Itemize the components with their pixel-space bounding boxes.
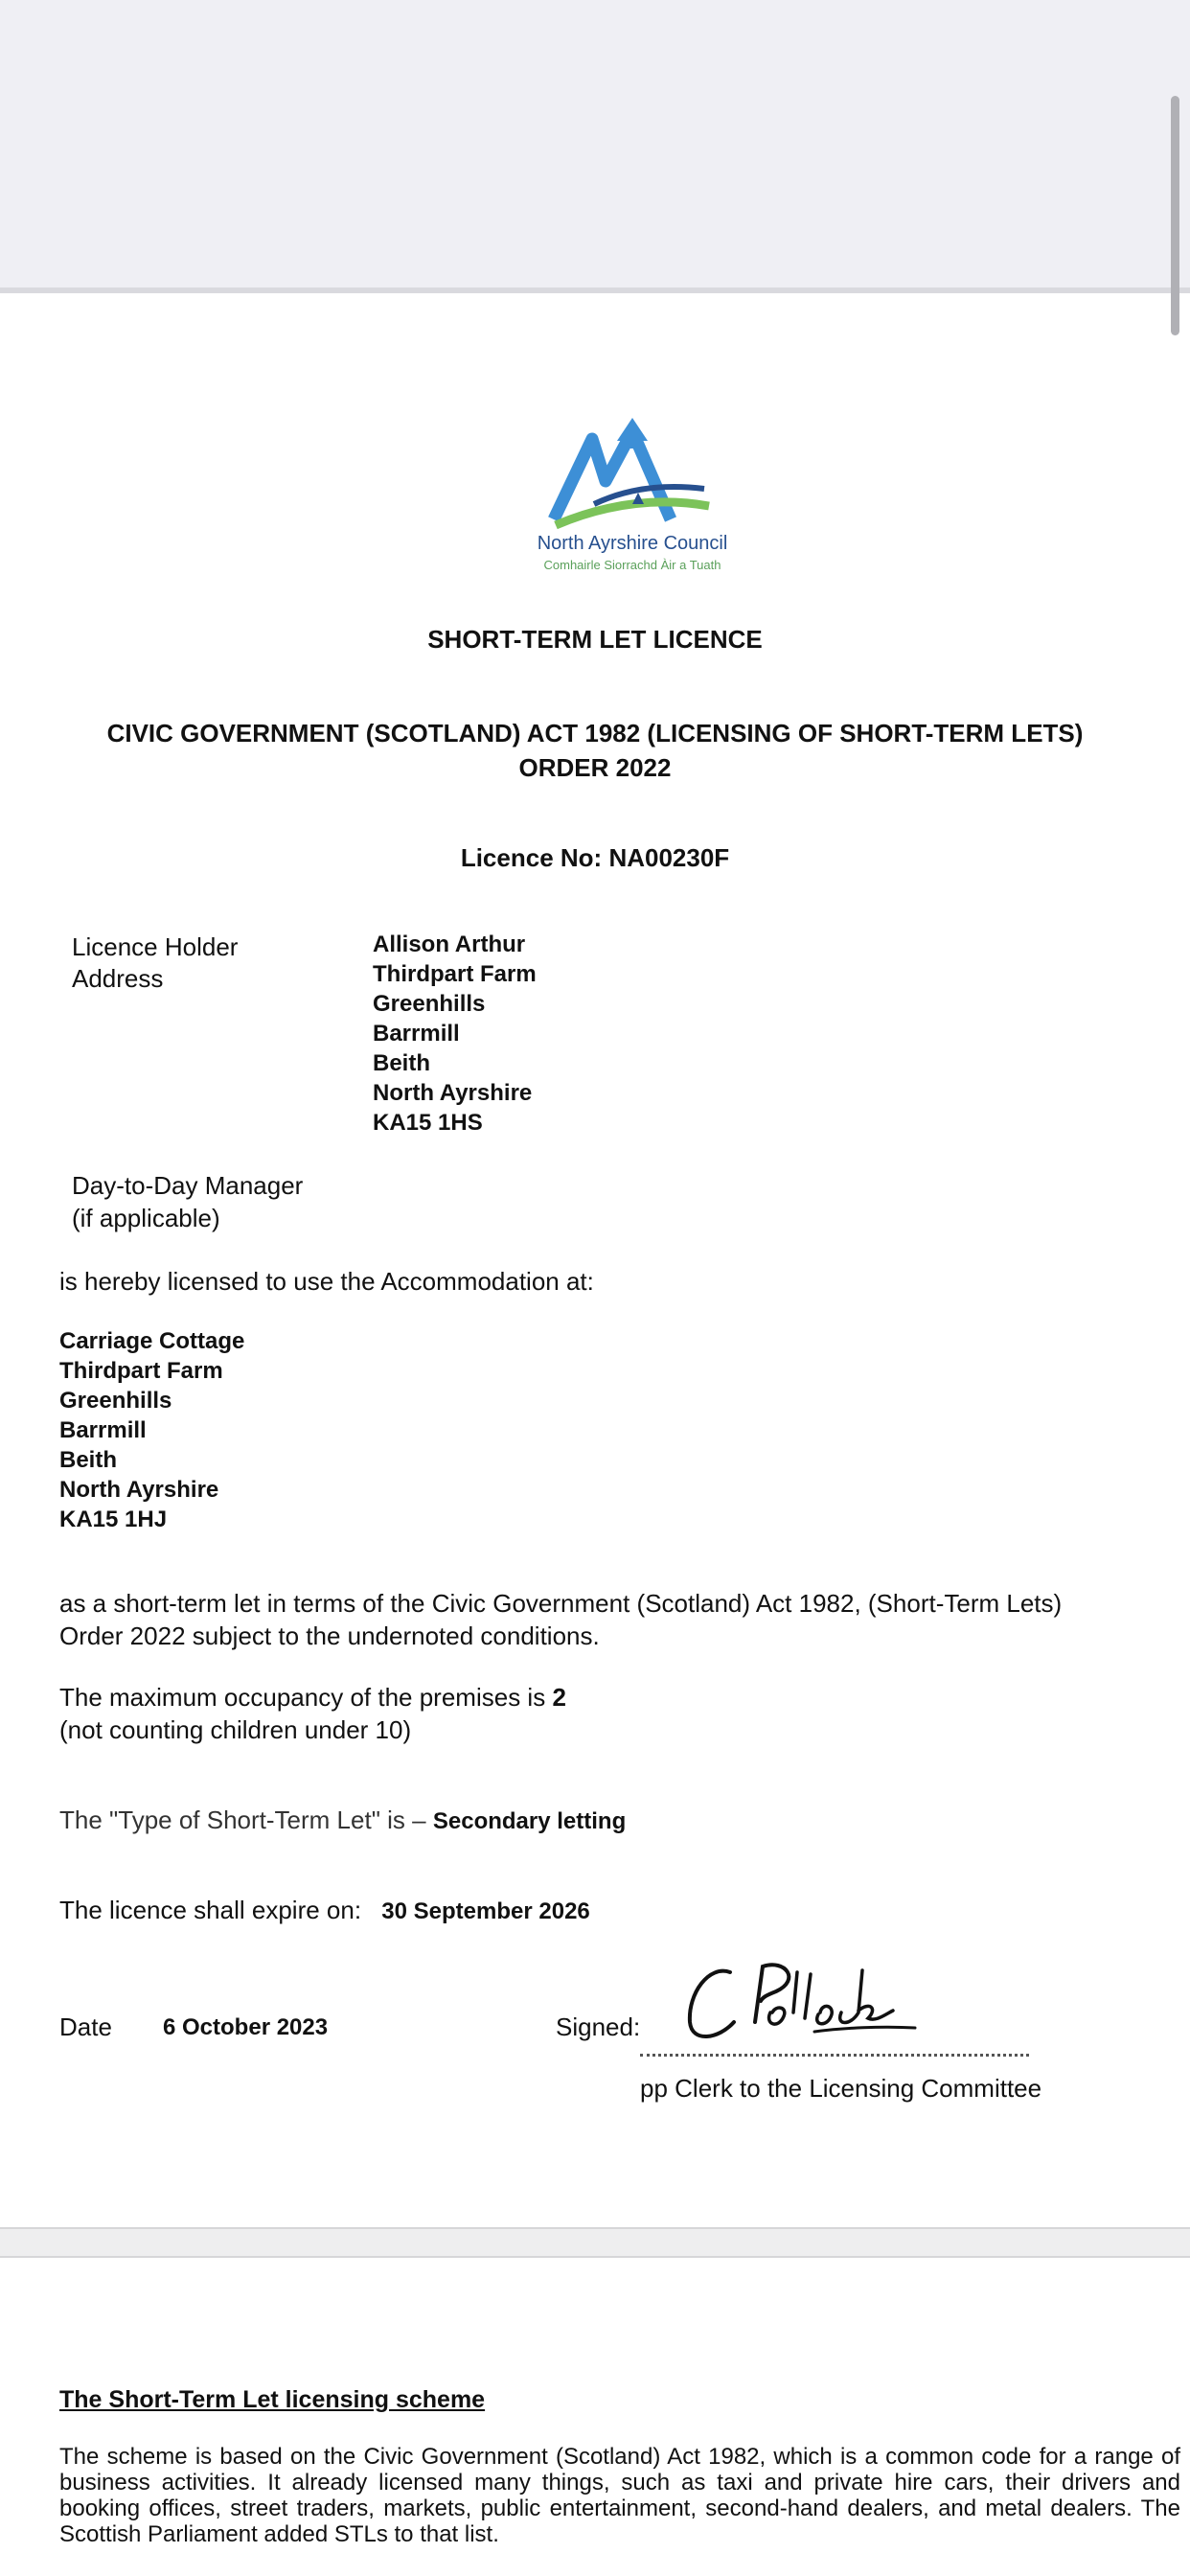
accommodation-line: Carriage Cottage [59, 1328, 245, 1354]
accommodation-line: Beith [59, 1447, 117, 1473]
org-name: North Ayrshire Council [537, 533, 728, 554]
accommodation-line: Greenhills [59, 1388, 172, 1414]
accommodation-address [59, 1326, 244, 1534]
occupancy-value: 2 [552, 1683, 566, 1712]
council-logo-icon [498, 412, 767, 532]
licence-number-value: NA00230F [608, 843, 730, 872]
manager-label: Day-to-Day Manager [72, 1171, 304, 1200]
act-title-line2: ORDER 2022 [518, 753, 672, 782]
expiry-text: The licence shall expire on: [59, 1896, 362, 1924]
holder-line: Greenhills [373, 991, 486, 1017]
occupancy-text: The maximum occupancy of the premises is [59, 1683, 546, 1712]
holder-line: Allison Arthur [373, 932, 526, 957]
act-title-line1: CIVIC GOVERNMENT (SCOTLAND) ACT 1982 (LICENSING OF SHORT-TERM LETS) [106, 719, 1084, 748]
signature-line [640, 2054, 1029, 2057]
holder-line: Beith [373, 1050, 430, 1076]
terms-line1: as a short-term let in terms of the Civic Government (Scotland) Act 1982, (Short-Term Lets) [59, 1589, 1063, 1618]
holder-address [373, 930, 537, 1138]
scheme-paragraph: The scheme is based on the Civic Government (Scotland) Act 1982, which is a common code for a range of business activities. It already licensed many things, such as taxi and private hire cars, their drivers and booking offices, street traders, markets, public entertainment, second-hand dealers, and metal dealers. The Scottish Parliament added STLs to that list. [59, 2444, 1180, 2547]
holder-line: KA15 1HS [373, 1110, 483, 1136]
address-label: Address [72, 964, 164, 993]
page-break [0, 2227, 1190, 2258]
council-logo [498, 412, 767, 585]
type-value: Secondary letting [432, 1808, 627, 1834]
holder-line: North Ayrshire [373, 1080, 533, 1106]
date-label: Date [59, 2012, 112, 2041]
licence-heading: SHORT-TERM LET LICENCE [427, 625, 763, 654]
occupancy-note: (not counting children under 10) [59, 1715, 412, 1744]
date-value: 6 October 2023 [163, 2014, 329, 2040]
signature-image [671, 1955, 939, 2051]
expiry-value: 30 September 2026 [381, 1898, 590, 1924]
holder-label: Licence Holder [72, 932, 239, 961]
signer-title: pp Clerk to the Licensing Committee [640, 2074, 1042, 2103]
licence-number [0, 843, 1190, 873]
scheme-heading: The Short-Term Let licensing scheme [59, 2386, 486, 2413]
expiry-line [59, 1896, 590, 1925]
holder-line: Barrmill [373, 1021, 460, 1046]
manager-note: (if applicable) [72, 1204, 220, 1232]
terms-line2: Order 2022 subject to the undernoted conditions. [59, 1622, 600, 1650]
org-name-gaelic: Comhairle Siorrachd Àir a Tuath [543, 558, 721, 572]
accommodation-line: KA15 1HJ [59, 1506, 168, 1532]
licensed-intro: is hereby licensed to use the Accommodation at: [59, 1267, 594, 1296]
accommodation-line: Thirdpart Farm [59, 1358, 223, 1384]
scrollbar[interactable] [1171, 96, 1179, 335]
type-line [59, 1806, 626, 1835]
signed-label: Signed: [556, 2012, 641, 2041]
occupancy-line [59, 1683, 566, 1713]
accommodation-line: Barrmill [59, 1417, 147, 1443]
type-text: The "Type of Short-Term Let" is – [59, 1806, 426, 1834]
accommodation-line: North Ayrshire [59, 1477, 219, 1503]
licence-number-label: Licence No: [460, 843, 603, 872]
viewer-top-area [0, 0, 1190, 293]
holder-line: Thirdpart Farm [373, 961, 537, 987]
